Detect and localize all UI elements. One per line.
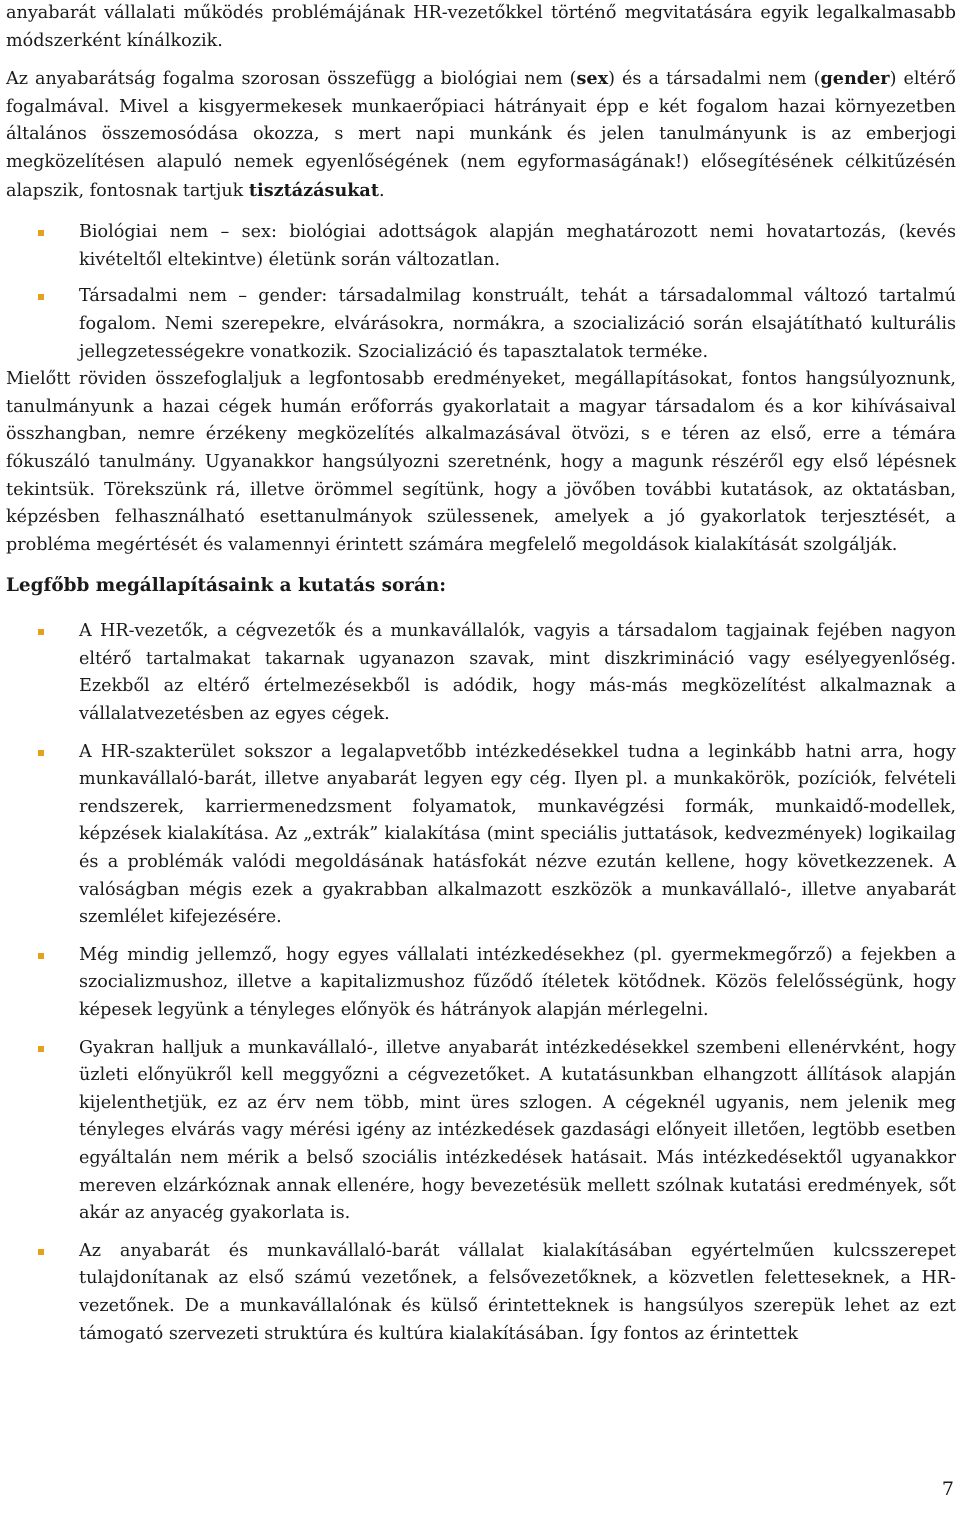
- finding-item: [6, 739, 956, 932]
- page-number: 7: [941, 1478, 954, 1500]
- definition-item-sex: [6, 219, 956, 274]
- summary-paragraph: Mielőtt röviden összefoglaljuk a legfontosabb eredményeket, megállapításokat, fontos hangsúlyoznunk, tanulmányunk a hazai cégek humán erőforrás gyakorlatait a magyar társadalom és a kor kihívásaival összhangban, nemre érzékeny megközelítés alkalmazásával ötvözi, s e téren az első, erre a témára fókuszáló tanulmány. Ugyanakkor hangsúlyozni szeretnénk, hogy a magunk részéről egy első lépésnek tekintsük. Törekszünk rá, illetve örömmel segítünk, hogy a jövőben további kutatások, az oktatásban, képzésben felhasználható esettanulmányok szülessenek, amelyek a jó gyakorlatok terjesztését, a probléma megértését és valamennyi érintett számára megfelelő megoldások kialakítását szolgálják.: [6, 369, 956, 555]
- definition-text: Biológiai nem – sex: biológiai adottságok alapján meghatározott nemi hovatartozás, (kevés kivételtől eltekintve) életünk során változatlan.: [79, 222, 956, 270]
- square-bullet-icon: [38, 230, 44, 236]
- square-bullet-icon: [38, 294, 44, 300]
- concepts-bold-gender: gender: [820, 68, 890, 90]
- findings-heading: Legfőbb megállapításaink a kutatás során:: [6, 575, 447, 597]
- finding-text: Még mindig jellemző, hogy egyes vállalati intézkedésekhez (pl. gyermekmegőrző) a fejekben a szocializmushoz, illetve a kapitalizmushoz fűződő ítéletek kötődnek. Közös felelősségünk, hogy képesek legyünk a tényleges előnyök és hátrányok alapján mérlegelni.: [79, 944, 956, 1020]
- square-bullet-icon: [38, 629, 44, 635]
- intro-paragraph: anyabarát vállalati működés problémájának HR-vezetőkkel történő megvitatására egyik legalkalmasabb módszerként kínálkozik.: [6, 3, 956, 51]
- square-bullet-icon: [38, 1046, 44, 1052]
- finding-text: Gyakran halljuk a munkavállaló-, illetve anyabarát intézkedésekkel szembeni ellenérvként, hogy üzleti előnyükről kell meggyőzni a cégvezetőket. A kutatásunkban elhangzott állítások alapján kijelenthetjük, ez az érv nem több, mint üres szlogen. A cégeknél ugyanis, nem jelenik meg tényleges elvárás vagy mérési igény az intézkedések gazdasági előnyeit illetően, legtöbb esetben egyáltalán nem mérik a belső szociális intézkedések hatásait. Más intézkedésektől ugyanakkor mereven elzárkóznak annak ellenére, hogy bevezetésük mellett szólnak kutatási eredmények, sőt akár az anyacég gyakorlata is.: [79, 1037, 956, 1224]
- definition-list: [6, 219, 956, 366]
- finding-item: [6, 1238, 956, 1348]
- definition-item-gender: [6, 283, 956, 366]
- concepts-paragraph: [6, 65, 956, 205]
- finding-text: A HR-szakterület sokszor a legalapvetőbb intézkedésekkel tudna a leginkább hatni arra, hogy munkavállaló-barát, illetve anyabarát legyen egy cég. Ilyen pl. a munkakörök, pozíciók, felvételi rendszerek, karriermenedzsment folyamatok, munkavégzési formák, munkaidő-modellek, képzések kialakítása. Az „extrák” kialakítása (mint speciális juttatások, kedvezmények) logikailag és a problémák valódi megoldásának hatásfokát nézve ezután kellene, hogy következzenek. A valóságban mégis ezek a gyakrabban alkalmazott eszközök a munkavállaló-, illetve anyabarát szemlélet kifejezésére.: [79, 741, 956, 928]
- concepts-bold-sex: sex: [576, 68, 609, 90]
- finding-item: [6, 618, 956, 728]
- square-bullet-icon: [38, 1249, 44, 1255]
- finding-item: [6, 1035, 956, 1228]
- concepts-text-4: .: [378, 180, 385, 201]
- concepts-text-3: ) eltérő fogalmával. Mivel a kisgyermekesek munkaerőpiaci hátrányait épp e két fogalom hazai környezetben általános összemosódása okozza, s mert napi munkánk és jelen tanulmányunk is az emberjogi megközelítésen alapuló nemek egyenlőségének (nem egyformaságának!) elősegítésének célkitűzésén alapszik, fontosnak tartjuk: [6, 69, 956, 201]
- concepts-text-1: Az anyabarátság fogalma szorosan összefügg a biológiai nem (: [6, 69, 577, 90]
- definition-text: Társadalmi nem – gender: társadalmilag konstruált, tehát a társadalommal változó tartalmú fogalom. Nemi szerepekre, elvárásokra, normákra, a szocializáció során elsajátítható kulturális jellegzetességekre vonatkozik. Szocializáció és tapasztalatok terméke.: [79, 286, 956, 362]
- finding-text: A HR-vezetők, a cégvezetők és a munkavállalók, vagyis a társadalom tagjainak fejében nagyon eltérő tartalmakat takarnak ugyanazon szavak, mint diszkrimináció vagy esélyegyenlőség. Ezekből az eltérő értelmezésekből is adódik, hogy más-más megközelítést alkalmaznak a vállalatvezetésben az egyes cégek.: [79, 621, 956, 725]
- square-bullet-icon: [38, 750, 44, 756]
- square-bullet-icon: [38, 953, 44, 959]
- findings-list: [6, 618, 956, 1348]
- concepts-text-2: ) és a társadalmi nem (: [608, 69, 821, 90]
- document-page: [6, 0, 956, 1348]
- finding-item: [6, 942, 956, 1025]
- finding-text: Az anyabarát és munkavállaló-barát vállalat kialakításában egyértelműen kulcsszerepet tulajdonítanak az első számú vezetőnek, a felsővezetőknek, a közvetlen feletteseknek, a HR-vezetőnek. De a munkavállalónak és külső érintetteknek is hangsúlyos szerepük lehet az ezt támogató szervezeti struktúra és kultúra kialakításában. Így fontos az érintettek: [79, 1240, 956, 1344]
- concepts-bold-clarification: tisztázásukat: [248, 179, 379, 201]
